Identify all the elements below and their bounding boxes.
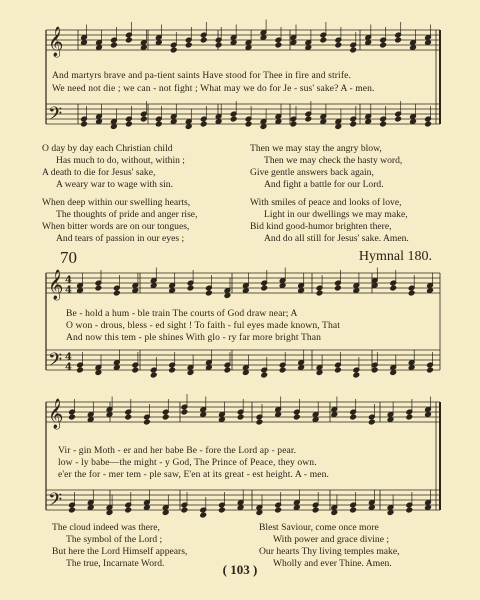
note-head [95, 370, 102, 376]
note-head [335, 124, 342, 130]
upper-stanzas-left [42, 143, 197, 245]
note-head [390, 370, 397, 376]
note-head [305, 116, 312, 122]
note-head [125, 414, 132, 420]
note-head [69, 414, 76, 420]
note-head [200, 37, 207, 43]
note-head [187, 370, 194, 376]
note-head [312, 507, 319, 513]
treble-clef-icon: 𝄞 [48, 27, 64, 57]
note-head [316, 290, 323, 296]
note-head [69, 507, 76, 513]
note-head [305, 45, 312, 51]
svg-text:4: 4 [65, 352, 72, 363]
system2-lyric-verse-2: low - ly babe—the might - y God, The Prince of Peace, they own. [58, 457, 317, 468]
note-head [230, 116, 237, 122]
stanza-line: Has much to do, without, within ; [56, 155, 185, 166]
note-head [279, 367, 286, 373]
note-head [395, 116, 402, 122]
note-head [170, 47, 177, 53]
upper-stanzas-right [250, 143, 409, 245]
stanza-line: Light in our dwellings we may make, [264, 209, 408, 220]
stanza-line: But here the Lord Himself appears, [52, 546, 188, 557]
note-head [106, 412, 113, 418]
stanza-line: With power and grace divine ; [273, 534, 390, 545]
stanza-line: Give gentle answers back again, [250, 167, 374, 178]
treble-clef-icon: 𝄞 [48, 270, 64, 300]
note-head [350, 507, 357, 513]
note-head [390, 285, 397, 291]
note-head [298, 365, 305, 371]
note-head [113, 290, 120, 296]
system1-lyric-verse-3: And now this tem - ple shines With glo - ry far more bright Than [66, 332, 322, 343]
stanza-line: When deep within our swelling hearts, [42, 197, 191, 208]
note-head [169, 288, 176, 294]
svg-text:4: 4 [65, 285, 72, 296]
note-head [144, 419, 151, 425]
note-head [162, 414, 169, 420]
note-head [365, 40, 372, 46]
bass-clef-icon: 𝄢 [48, 104, 63, 129]
note-head [260, 124, 267, 130]
note-head [427, 367, 434, 373]
stanza-line: The cloud indeed was there, [52, 522, 160, 533]
note-head [140, 45, 147, 51]
note-head [316, 370, 323, 376]
note-head [132, 367, 139, 373]
stanza-line: The symbol of the Lord ; [66, 534, 163, 545]
note-head [219, 507, 226, 513]
note-head [187, 285, 194, 291]
stanza-line: And do all still for Jesus' sake. Amen. [264, 233, 409, 244]
note-head [290, 40, 297, 46]
note-head [144, 505, 151, 511]
note-head [206, 290, 213, 296]
note-head [275, 412, 282, 418]
top-lyric-line-2: We need not die ; we can - not fight ; What may we do for Je - sus' sake? A - men. [52, 83, 375, 94]
note-head [185, 42, 192, 48]
note-head [106, 510, 113, 516]
stanza-line: Blest Saviour, come once more [259, 522, 379, 533]
note-head [81, 40, 88, 46]
stanza-line: With smiles of peace and looks of love, [250, 197, 402, 208]
note-head [331, 412, 338, 418]
note-head [406, 414, 413, 420]
note-head [155, 40, 162, 46]
note-head [224, 293, 231, 299]
note-head [96, 45, 103, 51]
note-head [350, 121, 357, 127]
note-head [237, 505, 244, 511]
stanza-line: Then we may stay the angry blow, [250, 143, 382, 154]
note-head [425, 121, 432, 127]
note-head [331, 510, 338, 516]
note-head [335, 285, 342, 291]
note-head [126, 121, 133, 127]
stanza-line: The thoughts of pride and anger rise, [56, 209, 198, 220]
system2-lyric-verse-1: Vir - gin Moth - er and her babe Be - fore the Lord ap - pear. [58, 445, 297, 456]
note-head [77, 367, 84, 373]
hymnal-reference: Hymnal 180. [358, 249, 432, 264]
note-head [279, 283, 286, 289]
hymn-number: 70 [60, 248, 77, 267]
note-head [408, 365, 415, 371]
note-head [275, 119, 282, 125]
note-head [219, 417, 226, 423]
note-head [406, 507, 413, 513]
note-head [224, 367, 231, 373]
note-head [237, 414, 244, 420]
note-head [293, 505, 300, 511]
note-head [200, 512, 207, 518]
note-head [200, 412, 207, 418]
note-head [425, 505, 432, 511]
stanza-line: And tears of passion in our eyes ; [56, 233, 185, 244]
note-head [230, 40, 237, 46]
note-head [87, 505, 94, 511]
note-head [81, 121, 88, 127]
note-head [155, 121, 162, 127]
note-head [380, 42, 387, 48]
stanza-line: Our hearts Thy living temples make, [259, 546, 400, 557]
stanza-line: A death to die for Jesus' sake, [42, 167, 156, 178]
note-head [275, 42, 282, 48]
note-head [380, 121, 387, 127]
stanza-line: Bid kind good-humor brighten there, [250, 221, 392, 232]
stanza-line: Then we may check the hasty word, [264, 155, 403, 166]
note-head [170, 119, 177, 125]
note-head [95, 285, 102, 291]
note-head [320, 119, 327, 125]
system1-lyric-verse-2: O won - drous, bless - ed sight ! To faith - ful eyes made known, That [66, 320, 341, 331]
note-head [125, 507, 132, 513]
note-head [312, 417, 319, 423]
note-head [126, 37, 133, 43]
note-head [162, 510, 169, 516]
note-head [181, 507, 188, 513]
note-head [260, 35, 267, 41]
note-head [275, 507, 282, 513]
bass-clef-icon: 𝄢 [48, 490, 63, 515]
svg-text:4: 4 [65, 275, 72, 286]
note-head [242, 370, 249, 376]
note-head [245, 45, 252, 51]
note-head [427, 288, 434, 294]
note-head [410, 45, 417, 51]
note-head [350, 414, 357, 420]
note-head [320, 37, 327, 43]
note-head [256, 419, 263, 425]
note-head [215, 42, 222, 48]
note-head [256, 510, 263, 516]
note-head [353, 372, 360, 378]
note-head [387, 417, 394, 423]
page-number: ( 103 ) [222, 562, 258, 577]
note-head [181, 409, 188, 415]
note-head [242, 288, 249, 294]
note-head [150, 283, 157, 289]
stanza-line: A weary war to wage with sin. [56, 179, 173, 190]
note-head [261, 285, 268, 291]
note-head [368, 419, 375, 425]
stanza-line: When bitter words are on our tongues, [42, 221, 190, 232]
note-head [425, 412, 432, 418]
note-head [353, 288, 360, 294]
svg-text:4: 4 [65, 362, 72, 373]
note-head [96, 119, 103, 125]
stanza-line: Wholly and ever Thine. Amen. [273, 558, 392, 569]
stanza-line: O day by day each Christian child [42, 143, 173, 154]
note-head [350, 47, 357, 53]
note-head [387, 510, 394, 516]
note-head [293, 414, 300, 420]
note-head [87, 417, 94, 423]
note-head [298, 288, 305, 294]
note-head [206, 365, 213, 371]
note-head [113, 365, 120, 371]
note-head [408, 290, 415, 296]
top-lyric-line-1: And martyrs brave and pa-tient saints Have stood for Thee in fire and strife. [52, 70, 351, 81]
system1-lyric-verse-1: Be - hold a hum - ble train The courts of God draw near; A [66, 308, 298, 319]
note-head [185, 124, 192, 130]
note-head [425, 40, 432, 46]
note-head [245, 121, 252, 127]
stanza-line: The true, Incarnate Word. [66, 558, 165, 569]
note-head [335, 367, 342, 373]
note-head [335, 42, 342, 48]
note-head [365, 119, 372, 125]
note-head [410, 119, 417, 125]
note-head [140, 116, 147, 122]
note-head [132, 288, 139, 294]
system2-lyric-verse-3: e'er the for - mer tem - ple saw, E'en at its great - est height. A - men. [58, 469, 330, 480]
note-head [368, 505, 375, 511]
note-head [200, 121, 207, 127]
note-head [111, 124, 118, 130]
treble-clef-icon: 𝄞 [48, 399, 64, 429]
note-head [111, 42, 118, 48]
note-head [77, 288, 84, 294]
note-head [290, 121, 297, 127]
note-head [169, 367, 176, 373]
note-head [261, 372, 268, 378]
stanza-line: And fight a battle for our Lord. [264, 179, 384, 190]
bass-clef-icon: 𝄢 [48, 350, 63, 375]
note-head [215, 119, 222, 125]
note-head [395, 37, 402, 43]
note-head [150, 372, 157, 378]
